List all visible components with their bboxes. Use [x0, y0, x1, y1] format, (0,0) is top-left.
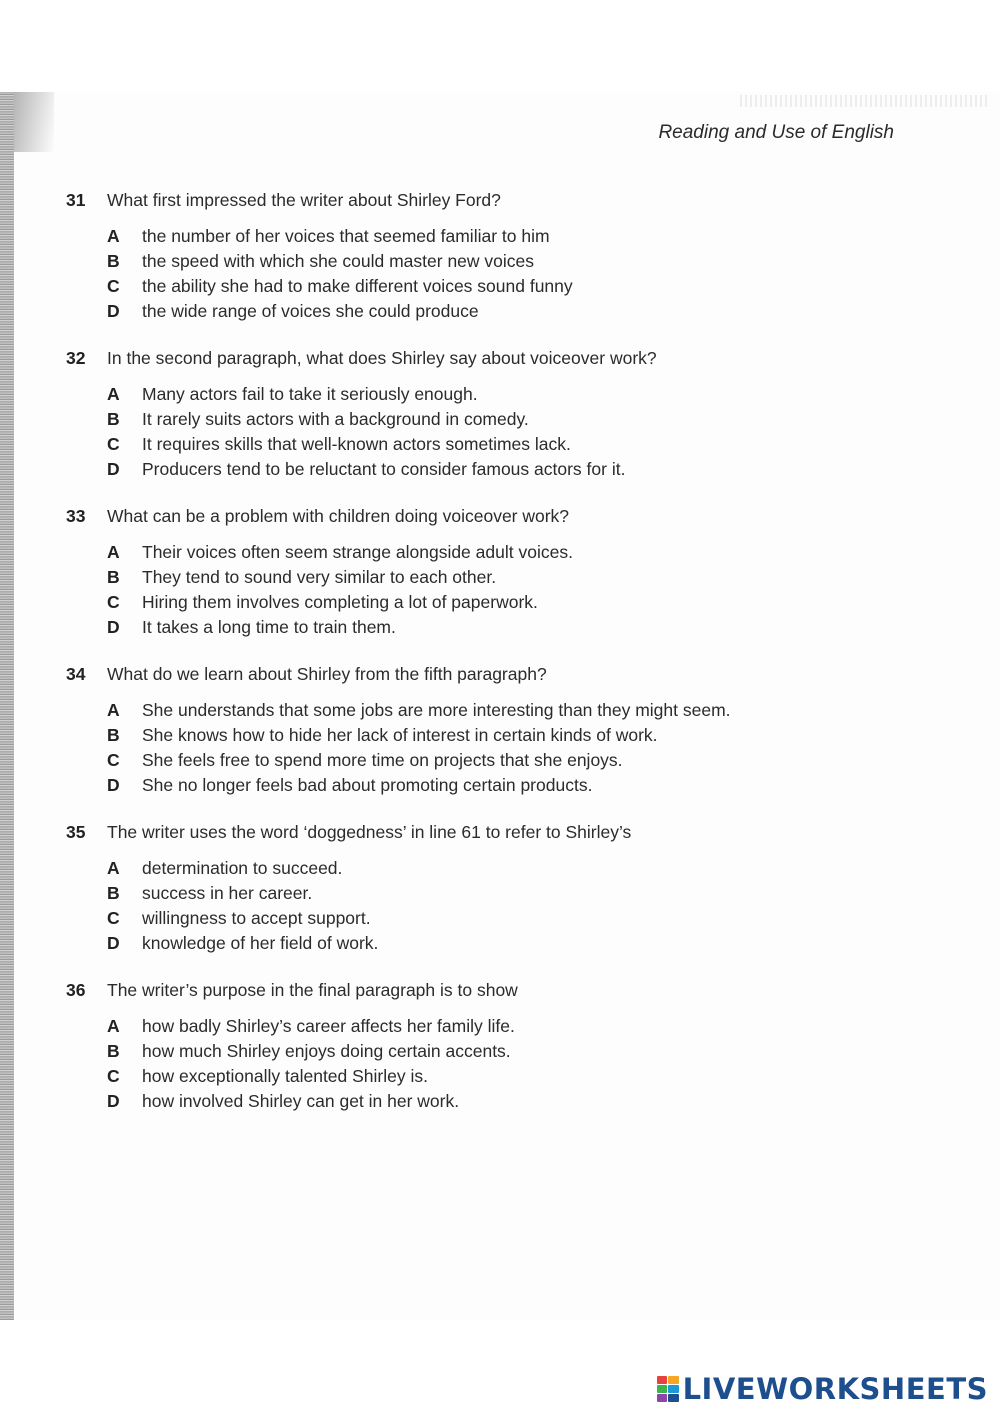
answer-option-b[interactable] [107, 1039, 946, 1064]
question-number: 35 [66, 822, 86, 842]
option-text: She feels free to spend more time on projects that she enjoys. [142, 750, 623, 770]
answer-option-b[interactable] [107, 565, 946, 590]
option-text: Hiring them involves completing a lot of paperwork. [142, 592, 538, 612]
answer-option-a[interactable] [107, 698, 946, 723]
option-letter: B [107, 567, 120, 587]
question-number: 36 [66, 980, 86, 1000]
option-text: how involved Shirley can get in her work. [142, 1091, 460, 1111]
question-list [66, 188, 946, 1136]
option-letter: C [107, 750, 120, 770]
answer-option-b[interactable] [107, 881, 946, 906]
answer-option-a[interactable] [107, 856, 946, 881]
liveworksheets-logo-icon [657, 1376, 679, 1402]
answer-option-a[interactable] [107, 382, 946, 407]
question-stem [66, 504, 946, 528]
option-letter: A [107, 384, 120, 404]
answer-option-d[interactable] [107, 615, 946, 640]
answer-option-c[interactable] [107, 748, 946, 773]
answer-option-c[interactable] [107, 1064, 946, 1089]
option-text: Producers tend to be reluctant to consider famous actors for it. [142, 459, 626, 479]
question-number: 32 [66, 348, 86, 368]
option-letter: A [107, 1016, 120, 1036]
scan-noise [740, 95, 990, 107]
question-32 [66, 346, 946, 482]
option-text: She understands that some jobs are more interesting than they might seem. [142, 700, 731, 720]
option-text: willingness to accept support. [142, 908, 371, 928]
option-letter: D [107, 301, 120, 321]
answer-option-a[interactable] [107, 540, 946, 565]
option-text: the speed with which she could master new voices [142, 251, 535, 271]
option-text: It rarely suits actors with a background in comedy. [142, 409, 529, 429]
corner-shadow [14, 92, 54, 152]
option-letter: D [107, 617, 120, 637]
option-letter: A [107, 542, 120, 562]
answer-option-d[interactable] [107, 299, 946, 324]
question-stem [66, 188, 946, 212]
answer-option-c[interactable] [107, 906, 946, 931]
question-number: 31 [66, 190, 86, 210]
option-text: She knows how to hide her lack of interest in certain kinds of work. [142, 725, 658, 745]
option-letter: C [107, 592, 120, 612]
question-number: 34 [66, 664, 86, 684]
option-letter: C [107, 1066, 120, 1086]
question-text: The writer’s purpose in the final paragraph is to show [107, 980, 518, 1000]
option-letter: D [107, 775, 120, 795]
answer-option-d[interactable] [107, 931, 946, 956]
answer-option-c[interactable] [107, 432, 946, 457]
option-letter: D [107, 933, 120, 953]
option-text: the number of her voices that seemed familiar to him [142, 226, 550, 246]
question-text: The writer uses the word ‘doggedness’ in line 61 to refer to Shirley’s [107, 822, 632, 842]
option-text: Many actors fail to take it seriously enough. [142, 384, 478, 404]
option-text: how badly Shirley’s career affects her family life. [142, 1016, 515, 1036]
option-text: the ability she had to make different voices sound funny [142, 276, 573, 296]
answer-option-d[interactable] [107, 773, 946, 798]
option-letter: C [107, 276, 120, 296]
question-36 [66, 978, 946, 1114]
answer-option-b[interactable] [107, 249, 946, 274]
option-letter: B [107, 251, 120, 271]
answer-option-c[interactable] [107, 590, 946, 615]
option-letter: B [107, 1041, 120, 1061]
option-text: success in her career. [142, 883, 313, 903]
option-letter: C [107, 434, 120, 454]
question-35 [66, 820, 946, 956]
option-letter: A [107, 226, 120, 246]
answer-option-c[interactable] [107, 274, 946, 299]
answer-option-b[interactable] [107, 723, 946, 748]
option-text: knowledge of her field of work. [142, 933, 379, 953]
liveworksheets-logo[interactable] [657, 1372, 988, 1406]
option-text: It takes a long time to train them. [142, 617, 396, 637]
option-text: She no longer feels bad about promoting certain products. [142, 775, 593, 795]
option-text: how much Shirley enjoys doing certain accents. [142, 1041, 511, 1061]
question-stem [66, 978, 946, 1002]
option-letter: B [107, 409, 120, 429]
question-stem [66, 820, 946, 844]
option-text: Their voices often seem strange alongside adult voices. [142, 542, 573, 562]
option-text: It requires skills that well-known actors sometimes lack. [142, 434, 571, 454]
option-text: They tend to sound very similar to each other. [142, 567, 497, 587]
answer-option-a[interactable] [107, 224, 946, 249]
option-text: the wide range of voices she could produce [142, 301, 479, 321]
question-34 [66, 662, 946, 798]
option-letter: A [107, 700, 120, 720]
question-number: 33 [66, 506, 86, 526]
logo-text: LIVEWORKSHEETS [682, 1372, 988, 1406]
option-text: how exceptionally talented Shirley is. [142, 1066, 428, 1086]
book-spine-shadow [0, 92, 14, 1320]
question-text: What can be a problem with children doing voiceover work? [107, 506, 570, 526]
question-text: What do we learn about Shirley from the fifth paragraph? [107, 664, 547, 684]
option-letter: D [107, 1091, 120, 1111]
answer-option-d[interactable] [107, 1089, 946, 1114]
section-header: Reading and Use of English [658, 122, 894, 143]
question-33 [66, 504, 946, 640]
question-text: What first impressed the writer about Shirley Ford? [107, 190, 501, 210]
option-letter: A [107, 858, 120, 878]
option-text: determination to succeed. [142, 858, 343, 878]
answer-option-b[interactable] [107, 407, 946, 432]
option-letter: C [107, 908, 120, 928]
option-letter: D [107, 459, 120, 479]
option-letter: B [107, 883, 120, 903]
option-letter: B [107, 725, 120, 745]
answer-option-a[interactable] [107, 1014, 946, 1039]
answer-option-d[interactable] [107, 457, 946, 482]
question-stem [66, 662, 946, 686]
question-stem [66, 346, 946, 370]
question-31 [66, 188, 946, 324]
question-text: In the second paragraph, what does Shirley say about voiceover work? [107, 348, 657, 368]
